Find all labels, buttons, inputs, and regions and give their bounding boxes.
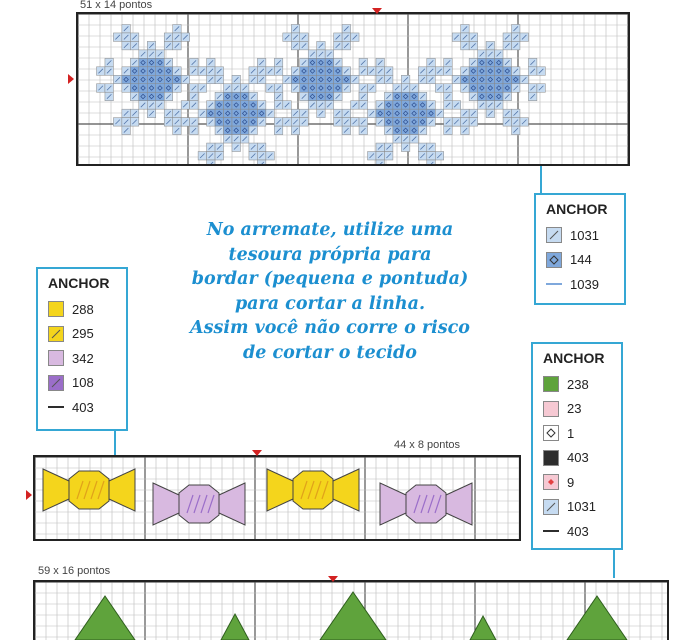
color-swatch-icon	[546, 227, 562, 243]
snowflake-stitch	[486, 84, 494, 92]
legend-code: 23	[567, 401, 582, 417]
tree-chart	[33, 580, 669, 640]
snowflake-stitch	[401, 118, 409, 126]
snowflake-stitch	[232, 118, 240, 126]
legend-code: 1031	[570, 227, 599, 243]
snowflake-stitch	[317, 67, 325, 75]
snowflake-stitch	[215, 101, 223, 109]
snowflake-stitch	[207, 160, 215, 164]
snowflake-stitch	[486, 92, 494, 100]
legend-row	[48, 395, 116, 420]
legend-row	[543, 470, 611, 495]
snowflake-stitch	[207, 109, 215, 117]
legend-code: 1031	[567, 499, 596, 515]
snowflake-stitch	[317, 75, 325, 83]
candy-color-legend	[36, 267, 128, 431]
color-swatch-icon	[543, 499, 559, 515]
snowflake-stitch	[232, 92, 240, 100]
legend-code: 403	[567, 450, 589, 466]
snowflake-stitch	[376, 109, 384, 117]
snowflake-stitch	[224, 101, 232, 109]
snowflake-stitch	[393, 92, 401, 100]
snowflake-stitch	[401, 101, 409, 109]
snowflake-stitch	[240, 109, 248, 117]
legend-code: 288	[72, 301, 94, 317]
snowflake-stitch	[469, 75, 477, 83]
color-swatch-icon	[543, 450, 559, 466]
snowflake-stitch	[486, 75, 494, 83]
snowflake-stitch	[130, 67, 138, 75]
snowflake-stitch	[410, 109, 418, 117]
legend-row	[543, 519, 611, 544]
tree-shape	[470, 616, 496, 640]
legend-row	[543, 495, 611, 520]
candy-body	[293, 471, 333, 509]
backstitch-line-icon	[48, 399, 64, 415]
snowflake-stitch	[401, 126, 409, 134]
snowflake-stitch	[257, 160, 265, 164]
legend-code: 1	[567, 425, 575, 441]
candy-body	[406, 485, 446, 523]
snowflake-stitch	[486, 58, 494, 66]
snowflake-stitch	[215, 118, 223, 126]
color-swatch-icon	[543, 401, 559, 417]
snowflake-stitch	[139, 67, 147, 75]
backstitch-line-icon	[543, 523, 559, 539]
tip-note-line: tesoura própria para	[228, 244, 432, 265]
snowflake-stitch	[495, 75, 503, 83]
snowflake-stitch	[401, 92, 409, 100]
legend-code: 238	[567, 376, 589, 392]
snowflake-stitch	[325, 75, 333, 83]
snowflake-stitch	[384, 118, 392, 126]
snowflake-stitch	[461, 75, 469, 83]
snowflake-chart	[76, 12, 630, 166]
snowflake-stitch	[325, 67, 333, 75]
snowflake-stitch	[224, 92, 232, 100]
snowflake-stitch	[478, 92, 486, 100]
color-swatch-icon	[546, 252, 562, 268]
snowflake-stitch	[384, 101, 392, 109]
candy-wrapper-right	[109, 469, 135, 511]
snowflake-stitch	[478, 75, 486, 83]
snowflake-stitch	[503, 84, 511, 92]
legend-code: 295	[72, 326, 94, 342]
legend-row	[543, 446, 611, 471]
snowflake-stitch	[308, 75, 316, 83]
candy-chart-center-marker	[252, 450, 262, 456]
tree-shape	[221, 614, 249, 640]
snowflake-stitch	[427, 160, 435, 164]
legend-row	[48, 371, 116, 396]
legend-row	[543, 397, 611, 422]
color-swatch-icon	[48, 326, 64, 342]
candy-wrapper-right	[446, 483, 472, 525]
snowflake-stitch	[393, 126, 401, 134]
snowflake-stitch	[291, 75, 299, 83]
snowflake-stitch	[147, 84, 155, 92]
snowflake-stitch	[249, 101, 257, 109]
snowflake-stitch	[147, 67, 155, 75]
top-chart-center-marker	[372, 8, 382, 14]
snowflake-stitch	[308, 92, 316, 100]
snowflake-stitch	[215, 109, 223, 117]
tip-note-line: Assim você não corre o risco	[190, 318, 470, 338]
snowflake-stitch	[503, 67, 511, 75]
candy-body	[69, 471, 109, 509]
tip-note	[170, 218, 490, 365]
snowflake-stitch	[478, 84, 486, 92]
backstitch-line-icon	[546, 276, 562, 292]
legend-row	[546, 223, 614, 248]
snowflake-stitch	[308, 67, 316, 75]
snowflake-stitch	[325, 92, 333, 100]
legend-title: ANCHOR	[546, 201, 608, 217]
snowflake-stitch	[240, 92, 248, 100]
snowflake-stitch	[240, 101, 248, 109]
snowflake-stitch	[427, 109, 435, 117]
snowflake-stitch	[300, 84, 308, 92]
snowflake-stitch	[156, 75, 164, 83]
snowflake-stitch	[156, 92, 164, 100]
tip-note-line: bordar (pequena e pontuda)	[191, 269, 469, 289]
snowflake-stitch	[224, 118, 232, 126]
snowflake-stitch	[478, 67, 486, 75]
snowflake-stitch	[122, 75, 130, 83]
candy-chart-side-marker	[26, 490, 32, 500]
candy-wrapper-left	[267, 469, 293, 511]
legend-row	[48, 322, 116, 347]
snowflake-stitch	[317, 92, 325, 100]
tip-note-line: de cortar o tecido	[243, 342, 417, 363]
snowflake-stitch	[156, 58, 164, 66]
snowflake-stitch	[478, 58, 486, 66]
snowflake-stitch	[240, 126, 248, 134]
snowflake-stitch	[512, 75, 520, 83]
snowflake-stitch	[495, 84, 503, 92]
snowflake-stitch	[393, 118, 401, 126]
top-color-legend	[534, 193, 626, 305]
snowflake-stitch	[410, 126, 418, 134]
candy-chart	[33, 455, 521, 541]
snowflake-stitch	[249, 118, 257, 126]
candy-wrapper-right	[219, 483, 245, 525]
snowflake-stitch	[232, 126, 240, 134]
snowflake-stitch	[495, 58, 503, 66]
legend-code: 342	[72, 350, 94, 366]
snowflake-stitch	[232, 109, 240, 117]
legend-row	[543, 421, 611, 446]
candy-wrapper-left	[43, 469, 69, 511]
snowflake-stitch	[147, 58, 155, 66]
tree-color-legend	[531, 342, 623, 550]
top-chart-size-label: 51 x 14 pontos	[80, 0, 153, 11]
tree-chart-center-marker	[328, 576, 338, 582]
legend-code: 108	[72, 375, 94, 391]
snowflake-stitch	[410, 92, 418, 100]
tip-note-line: No arremate, utilize uma	[206, 220, 454, 240]
snowflake-stitch	[334, 67, 342, 75]
tree-chart-grid	[35, 582, 667, 640]
snowflake-stitch	[334, 84, 342, 92]
candy-body	[179, 485, 219, 523]
legend-code: 1039	[570, 276, 599, 292]
tree-shape	[75, 596, 135, 640]
snowflake-stitch	[139, 75, 147, 83]
snowflake-stitch	[308, 84, 316, 92]
snowflake-stitch	[139, 92, 147, 100]
color-swatch-icon	[48, 301, 64, 317]
snowflake-stitch	[393, 101, 401, 109]
snowflake-stitch	[156, 67, 164, 75]
snowflake-stitch	[156, 84, 164, 92]
candy-wrapper-right	[333, 469, 359, 511]
snowflake-stitch	[495, 67, 503, 75]
snowflake-stitch	[240, 118, 248, 126]
color-swatch-icon	[48, 375, 64, 391]
snowflake-stitch	[130, 75, 138, 83]
legend-code: 403	[567, 523, 589, 539]
snowflake-stitch	[334, 75, 342, 83]
top-chart-side-marker	[68, 74, 74, 84]
snowflake-stitch	[325, 84, 333, 92]
snowflake-stitch	[308, 58, 316, 66]
snowflake-stitch	[249, 109, 257, 117]
snowflake-stitch	[164, 67, 172, 75]
color-swatch-icon	[543, 425, 559, 441]
snowflake-stitch	[401, 109, 409, 117]
top-legend-connector	[540, 166, 542, 194]
snowflake-stitch	[232, 101, 240, 109]
snowflake-stitch	[164, 75, 172, 83]
snowflake-stitch	[164, 84, 172, 92]
snowflake-stitch	[384, 109, 392, 117]
tip-note-line: para cortar a linha.	[234, 293, 426, 314]
legend-row	[48, 346, 116, 371]
snowflake-stitch	[300, 75, 308, 83]
color-swatch-icon	[543, 376, 559, 392]
snowflake-stitch	[173, 75, 181, 83]
snowflake-chart-grid	[78, 14, 628, 164]
snowflake-stitch	[469, 84, 477, 92]
snowflake-stitch	[224, 126, 232, 134]
snowflake-stitch	[257, 109, 265, 117]
snowflake-stitch	[147, 75, 155, 83]
legend-code: 403	[72, 399, 94, 415]
legend-code: 9	[567, 474, 575, 490]
legend-row	[546, 272, 614, 297]
legend-code: 144	[570, 252, 592, 268]
snowflake-stitch	[224, 109, 232, 117]
legend-title: ANCHOR	[48, 275, 110, 291]
snowflake-stitch	[393, 109, 401, 117]
candy-legend-connector	[114, 431, 116, 455]
snowflake-stitch	[418, 109, 426, 117]
snowflake-stitch	[147, 92, 155, 100]
snowflake-stitch	[410, 118, 418, 126]
snowflake-stitch	[300, 67, 308, 75]
tree-legend-connector	[613, 550, 615, 578]
snowflake-stitch	[503, 75, 511, 83]
snowflake-stitch	[139, 58, 147, 66]
legend-row	[48, 297, 116, 322]
candy-chart-grid	[35, 457, 519, 539]
snowflake-stitch	[410, 101, 418, 109]
snowflake-stitch	[325, 58, 333, 66]
snowflake-stitch	[469, 67, 477, 75]
snowflake-stitch	[139, 84, 147, 92]
color-swatch-icon	[543, 474, 559, 490]
legend-row	[546, 248, 614, 273]
candy-wrapper-left	[153, 483, 179, 525]
snowflake-stitch	[130, 84, 138, 92]
snowflake-stitch	[418, 118, 426, 126]
candy-wrapper-left	[380, 483, 406, 525]
snowflake-stitch	[486, 67, 494, 75]
snowflake-stitch	[376, 160, 384, 164]
color-swatch-icon	[48, 350, 64, 366]
legend-row	[543, 372, 611, 397]
snowflake-stitch	[342, 75, 350, 83]
snowflake-stitch	[495, 92, 503, 100]
tree-chart-size-label: 59 x 16 pontos	[38, 565, 111, 577]
candy-chart-size-label: 44 x 8 pontos	[394, 439, 461, 451]
legend-title: ANCHOR	[543, 350, 605, 366]
snowflake-stitch	[418, 101, 426, 109]
snowflake-stitch	[317, 58, 325, 66]
snowflake-stitch	[317, 84, 325, 92]
